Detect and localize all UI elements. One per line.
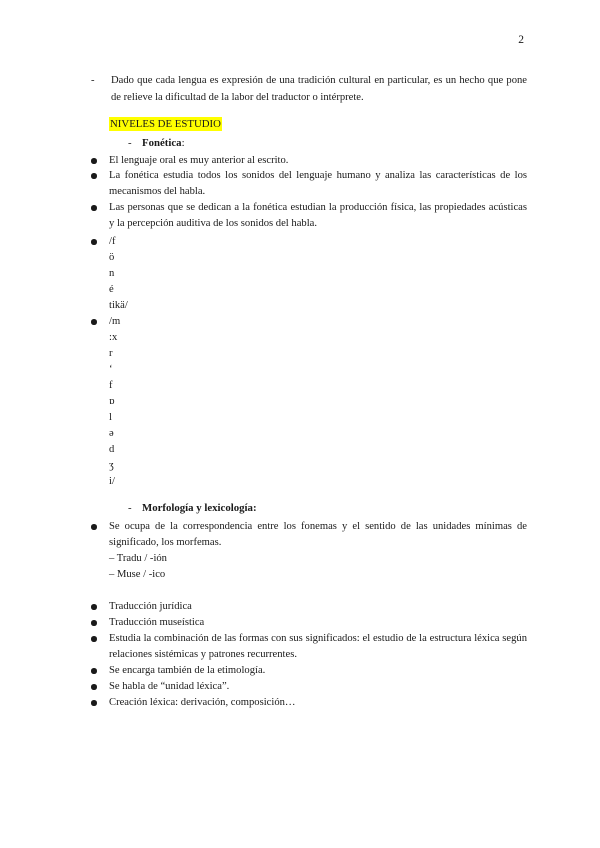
transcription-line: tikä/	[109, 300, 128, 311]
list-item	[91, 663, 527, 679]
fonetica-heading	[128, 136, 185, 151]
transcription-line: d	[109, 444, 115, 455]
transcription-line: n	[109, 268, 115, 279]
transcription-line: f	[109, 380, 113, 391]
fonetica-title: Fonética	[142, 137, 182, 149]
transcription-line: é	[109, 284, 114, 295]
list-item	[91, 615, 527, 631]
list-item	[91, 599, 527, 615]
list-item	[91, 168, 527, 200]
transcription-item-1	[91, 234, 527, 250]
bullet-icon	[91, 319, 97, 325]
bullet-text: Creación léxica: derivación, composición…	[109, 697, 296, 708]
transcription-line: ɒ	[109, 396, 115, 407]
intro-text: Dado que cada lengua es expresión de una tradición cultural en particular, es un hecho que pone de relieve la dificultad de la labor del traductor o intérprete.	[111, 75, 527, 103]
list-item	[91, 695, 527, 711]
bullet-icon	[91, 205, 97, 211]
bullet-icon	[91, 636, 97, 642]
morfologia-heading	[128, 501, 257, 516]
bullet-icon	[91, 524, 97, 530]
list-item	[91, 679, 527, 695]
dash-marker: -	[91, 75, 95, 86]
example-line: – Muse / -ico	[109, 569, 166, 580]
transcription-line: r	[109, 348, 113, 359]
bullet-text: Estudia la combinación de las formas con sus significados: el estudio de la estructura léxica según relaciones sistémicas y patrones recurrentes.	[109, 633, 527, 660]
bullet-icon	[91, 684, 97, 690]
transcription-line: l	[109, 412, 112, 423]
bullet-text: Se ocupa de la correspondencia entre los fonemas y el sentido de las unidades mínimas de significado, los morfemas.	[109, 521, 527, 548]
page-number: 2	[518, 34, 524, 46]
transcription-line: /f	[109, 236, 116, 247]
bullet-icon	[91, 620, 97, 626]
bullet-icon	[91, 604, 97, 610]
bullet-text: Las personas que se dedican a la fonética estudian la producción física, las propiedades acústicas y la percepción auditiva de los sonidos del habla.	[109, 202, 527, 229]
bullet-text: El lenguaje oral es muy anterior al escrito.	[109, 155, 289, 166]
intro-paragraph	[91, 73, 527, 107]
dash-marker: -	[128, 502, 132, 514]
bullet-icon	[91, 700, 97, 706]
list-item	[91, 631, 527, 663]
bullet-text: Se habla de “unidad léxica”.	[109, 681, 230, 692]
list-item	[91, 153, 527, 169]
transcription-line: ə	[109, 428, 114, 439]
bullet-icon	[91, 239, 97, 245]
example-line: – Tradu / -ión	[109, 553, 167, 564]
list-item	[91, 200, 527, 232]
transcription-line: ö	[109, 252, 115, 263]
transcription-line: ʒ	[109, 460, 114, 471]
bullet-icon	[91, 173, 97, 179]
transcription-line: i/	[109, 476, 115, 487]
transcription-line: /m	[109, 316, 121, 327]
bullet-text: Traducción museística	[109, 617, 205, 628]
bullet-text: Se encarga también de la etimología.	[109, 665, 266, 676]
section-heading: NIVELES DE ESTUDIO	[110, 118, 221, 130]
bullet-icon	[91, 158, 97, 164]
fonetica-colon: :	[181, 137, 185, 149]
morfologia-title: Morfología y lexicología:	[142, 502, 257, 514]
list-item	[91, 519, 527, 551]
transcription-line: ʻ	[109, 364, 113, 375]
transcription-line: :x	[109, 332, 118, 343]
bullet-text: La fonética estudia todos los sonidos del lenguaje humano y analiza las características de los mecanismos del habla.	[109, 170, 527, 197]
bullet-text: Traducción jurídica	[109, 601, 192, 612]
dash-marker: -	[128, 137, 132, 149]
transcription-item-2	[91, 314, 527, 330]
bullet-icon	[91, 668, 97, 674]
